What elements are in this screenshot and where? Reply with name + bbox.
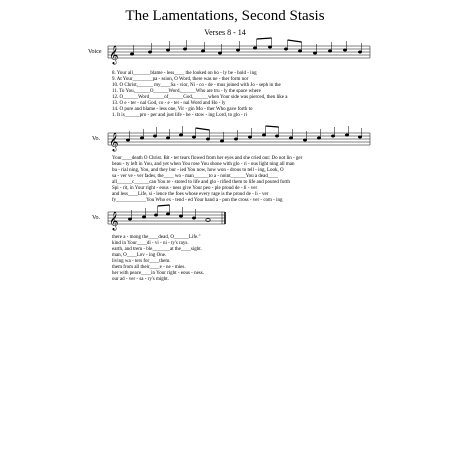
lyric-line: Spi - rit, in Your right - eous - ness give Your peo - ple proud de - li - ver xyxy=(112,186,258,191)
notes-system-3 xyxy=(128,205,210,222)
lyric-line: her with peace____in Your right - eous - ness. xyxy=(112,271,204,276)
lyric-line: beau - ty left in You, and yet when You rose You shone with glo - ri - ous light ning all man xyxy=(112,162,295,167)
lyric-line: and less____Life, si - lence the foes whose every rage is the proud de - li - ver xyxy=(112,192,269,197)
treble-clef-icon: 𝄞 xyxy=(109,211,119,230)
lyric-line: 9. At Your________pa - ssion, O Word, there was ne - ther form nor xyxy=(112,77,249,82)
lyric-line: all______c______can You re - stored to life and glo - rified them to life and poured forth xyxy=(112,180,290,185)
lyric-line: 8. Your all_______blame - less____ the looked on ho - ly be - hold - ing xyxy=(112,71,257,76)
treble-clef-icon: 𝄞 xyxy=(109,132,119,151)
lyric-line: there a - mong the____dead, O______Life." xyxy=(112,235,201,240)
notes-system-2 xyxy=(126,126,362,142)
lyric-line: 10. O Christ,______ my____Sa - vior, Ni - co - de - mus joined with Jo - seph in the xyxy=(112,83,281,88)
lyric-line: earth, and trem - ble_______at the____sight. xyxy=(112,247,202,252)
lyric-line: 11. To You,______O______Word,______Who are tru - ly the space where xyxy=(112,89,261,94)
lyric-line: kind in Your____di - vi - ni - ty's rays. xyxy=(112,241,189,246)
lyric-line: 14. O pure and blame - less one, Vir - gin Mo - ther Who gave forth to xyxy=(112,107,253,112)
voice-label-1: Voice xyxy=(88,49,102,55)
lyric-line: 1. It is______pro - per and just life - be - stow - ing Lord, to glo - ri xyxy=(112,113,247,118)
page-title: The Lamentations, Second Stasis xyxy=(125,8,325,24)
voice-label-3: Vo. xyxy=(92,215,101,221)
staff-system-2 xyxy=(108,133,370,145)
lyric-line: bu - rial ning, You, and they bur - ied You now, how won - drous to tell - ing, Look, O xyxy=(112,168,284,173)
lyric-line: sa - ver ve - ver fades, the____ wo - man______to a - noint______You a dead____ xyxy=(112,174,278,179)
lyric-line: 13. O e - ter - nal God, co - e - ter - nal Word and Ho - ly xyxy=(112,101,226,106)
lyric-line: 12. O______Word______of______God,______when Your side was pierced, then like a xyxy=(112,95,288,100)
lyric-line: our ad - ver - sa - ry's might. xyxy=(112,277,169,282)
lyric-line: living wa - ters for____them. xyxy=(112,259,171,264)
treble-clef-icon: 𝄞 xyxy=(109,45,119,64)
notes-system-1 xyxy=(130,38,362,55)
lyric-line: man, O____Lov - ing One. xyxy=(112,253,167,258)
lyric-line: them from all their____e - ne - mies. xyxy=(112,265,186,270)
page-subtitle: Verses 8 - 14 xyxy=(204,28,246,37)
lyric-line: Your____death O Christ. Bit - ter tears flowed from her eyes and she cried out: Do not lin - ger xyxy=(112,156,303,161)
lyric-line: fy____________You Who ex - tend - ed Your hand a - pon the cross - ver - com - ing xyxy=(112,198,283,203)
voice-label-2: Vo. xyxy=(92,136,101,142)
